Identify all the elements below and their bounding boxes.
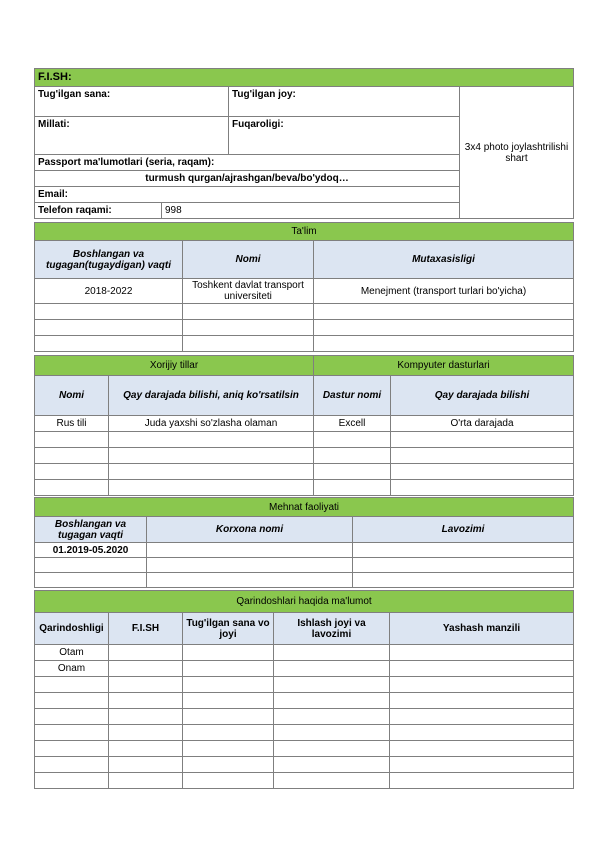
table-cell: Menejment (transport turlari bo'yicha): [314, 279, 574, 304]
relatives-header-work: Ishlash joyi va lavozimi: [274, 613, 390, 645]
education-title: Ta'lim: [35, 223, 574, 241]
relatives-header-address: Yashash manzili: [390, 613, 574, 645]
software-header-level: Qay darajada bilishi: [391, 376, 574, 416]
table-cell: Otam: [35, 645, 109, 661]
relatives-header-birth: Tug'ilgan sana vo joyi: [183, 613, 274, 645]
table-row: [35, 480, 574, 496]
table-row: [35, 558, 574, 573]
table-row: [35, 773, 574, 789]
education-header-period: Boshlangan va tugagan(tugaydigan) vaqti: [35, 241, 183, 279]
table-row: [35, 573, 574, 588]
phone-value: 998: [162, 203, 460, 219]
table-row: [35, 448, 574, 464]
table-row: [35, 320, 574, 336]
marital-status: turmush qurgan/ajrashgan/beva/bo'ydoq…: [35, 171, 460, 187]
nationality-label: Millati:: [35, 117, 229, 155]
table-cell: 2018-2022: [35, 279, 183, 304]
table-cell: 01.2019-05.2020: [35, 543, 147, 558]
personal-info-table: [34, 68, 574, 219]
software-header-name: Dastur nomi: [314, 376, 391, 416]
relatives-header-fish: F.I.SH: [109, 613, 183, 645]
languages-header-level: Qay darajada bilishi, aniq ko'rsatilsin: [109, 376, 314, 416]
table-row: [35, 432, 574, 448]
software-title: Kompyuter dasturlari: [314, 356, 574, 376]
photo-placeholder: 3x4 photo joylashtrilishi shart: [460, 87, 574, 219]
table-row: [35, 725, 574, 741]
table-cell: O'rta darajada: [391, 416, 574, 432]
table-row: [35, 709, 574, 725]
table-cell: Onam: [35, 661, 109, 677]
relatives-header-relation: Qarindoshligi: [35, 613, 109, 645]
education-table: [34, 222, 574, 352]
table-cell: Juda yaxshi so'zlasha olaman: [109, 416, 314, 432]
work-header-period: Boshlangan va tugagan vaqti: [35, 517, 147, 543]
table-row: [35, 757, 574, 773]
languages-title: Xorijiy tillar: [35, 356, 314, 376]
languages-software-table: [34, 355, 574, 496]
table-row: [35, 336, 574, 352]
relatives-table: [34, 590, 574, 789]
relatives-title: Qarindoshlari haqida ma'lumot: [35, 591, 574, 613]
table-row: [35, 741, 574, 757]
work-header-position: Lavozimi: [353, 517, 574, 543]
email-label: Email:: [35, 187, 460, 203]
work-table: [34, 497, 574, 588]
education-header-specialty: Mutaxasisligi: [314, 241, 574, 279]
table-row: [35, 304, 574, 320]
citizenship-label: Fuqaroligi:: [229, 117, 460, 155]
work-header-company: Korxona nomi: [147, 517, 353, 543]
birth-place-label: Tug'ilgan joy:: [229, 87, 460, 117]
phone-label: Telefon raqami:: [35, 203, 162, 219]
table-cell: Toshkent davlat transport universiteti: [183, 279, 314, 304]
table-cell: Excell: [314, 416, 391, 432]
table-row: [35, 693, 574, 709]
languages-header-name: Nomi: [35, 376, 109, 416]
table-cell: Rus tili: [35, 416, 109, 432]
passport-label: Passport ma'lumotlari (seria, raqam):: [35, 155, 460, 171]
table-row: [35, 677, 574, 693]
fish-label: F.I.SH:: [35, 69, 574, 87]
birth-date-label: Tug'ilgan sana:: [35, 87, 229, 117]
table-row: [35, 464, 574, 480]
work-title: Mehnat faoliyati: [35, 498, 574, 517]
education-header-name: Nomi: [183, 241, 314, 279]
